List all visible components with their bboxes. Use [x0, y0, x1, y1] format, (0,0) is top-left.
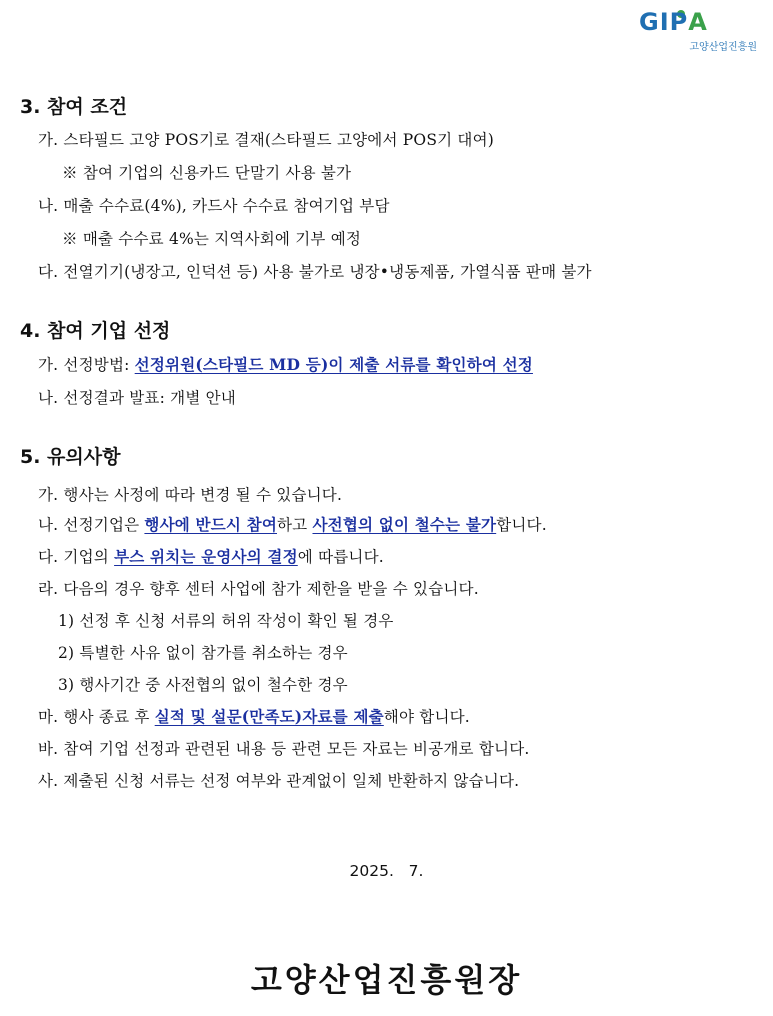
section-5-item-ma-highlight: 실적 및 설문(만족도)자료를 제출	[154, 707, 384, 726]
section-4-method-highlight: 선정위원(스타필드 MD 등)이 제출 서류를 확인하여 선정	[134, 355, 533, 374]
section-5-item-ga: 가. 행사는 사정에 따라 변경 될 수 있습니다.	[38, 486, 343, 504]
logo-subtitle: 고양산업진흥원	[689, 42, 757, 53]
section-3-item-da: 다. 전열기기(냉장고, 인덕션 등) 사용 불가로 냉장•냉동제품, 가열식품 판매 불가	[38, 263, 592, 281]
section-3-note-2: ※ 매출 수수료 4%는 지역사회에 기부 예정	[62, 230, 362, 248]
section-3-item-na: 나. 매출 수수료(4%), 카드사 수수료 참여기업 부담	[38, 197, 390, 215]
section-5-item-na: 나. 선정기업은 행사에 반드시 참여하고 사전협의 없이 철수는 불가합니다.	[38, 515, 547, 534]
gipa-logo	[639, 8, 759, 53]
logo-wordmark: G I P A	[639, 8, 708, 36]
section-3-note-1: ※ 참여 기업의 신용카드 단말기 사용 불가	[62, 164, 352, 182]
section-3-item-ga: 가. 스타필드 고양 POS기로 결재(스타필드 고양에서 POS기 대여)	[38, 131, 495, 149]
section-3-title: 3. 참여 조건	[20, 96, 128, 118]
section-5-item-na-highlight-1: 행사에 반드시 참여	[144, 515, 277, 534]
section-5-item-da-highlight: 부스 위치는 운영사의 결정	[114, 547, 298, 566]
section-5-sub-1: 1) 선정 후 신청 서류의 허위 작성이 확인 될 경우	[58, 612, 394, 630]
section-5-title: 5. 유의사항	[20, 446, 121, 468]
section-5-item-da: 다. 기업의 부스 위치는 운영사의 결정에 따릅니다.	[38, 547, 384, 566]
section-4-method: 가. 선정방법: 선정위원(스타필드 MD 등)이 제출 서류를 확인하여 선정	[38, 355, 533, 374]
section-5-item-ma: 마. 행사 종료 후 실적 및 설문(만족도)자료를 제출해야 합니다.	[38, 707, 470, 726]
document-date: 2025. 7.	[349, 862, 424, 880]
issuer-signature: 고양산업진흥원장	[250, 961, 523, 999]
section-5-item-na-highlight-2: 사전협의 없이 철수는 불가	[312, 515, 497, 534]
section-5-item-ra: 라. 다음의 경우 향후 센터 사업에 참가 제한을 받을 수 있습니다.	[38, 580, 479, 598]
section-4-result: 나. 선정결과 발표: 개별 안내	[38, 389, 236, 407]
section-5-sub-2: 2) 특별한 사유 없이 참가를 취소하는 경우	[58, 644, 348, 662]
section-5-sub-3: 3) 행사기간 중 사전협의 없이 철수한 경우	[58, 676, 348, 694]
section-4-title: 4. 참여 기업 선정	[20, 320, 171, 342]
section-5-item-ba: 바. 참여 기업 선정과 관련된 내용 등 관련 모든 자료는 비공개로 합니다.	[38, 740, 530, 758]
section-5-item-sa: 사. 제출된 신청 서류는 선정 여부와 관계없이 일체 반환하지 않습니다.	[38, 772, 520, 790]
